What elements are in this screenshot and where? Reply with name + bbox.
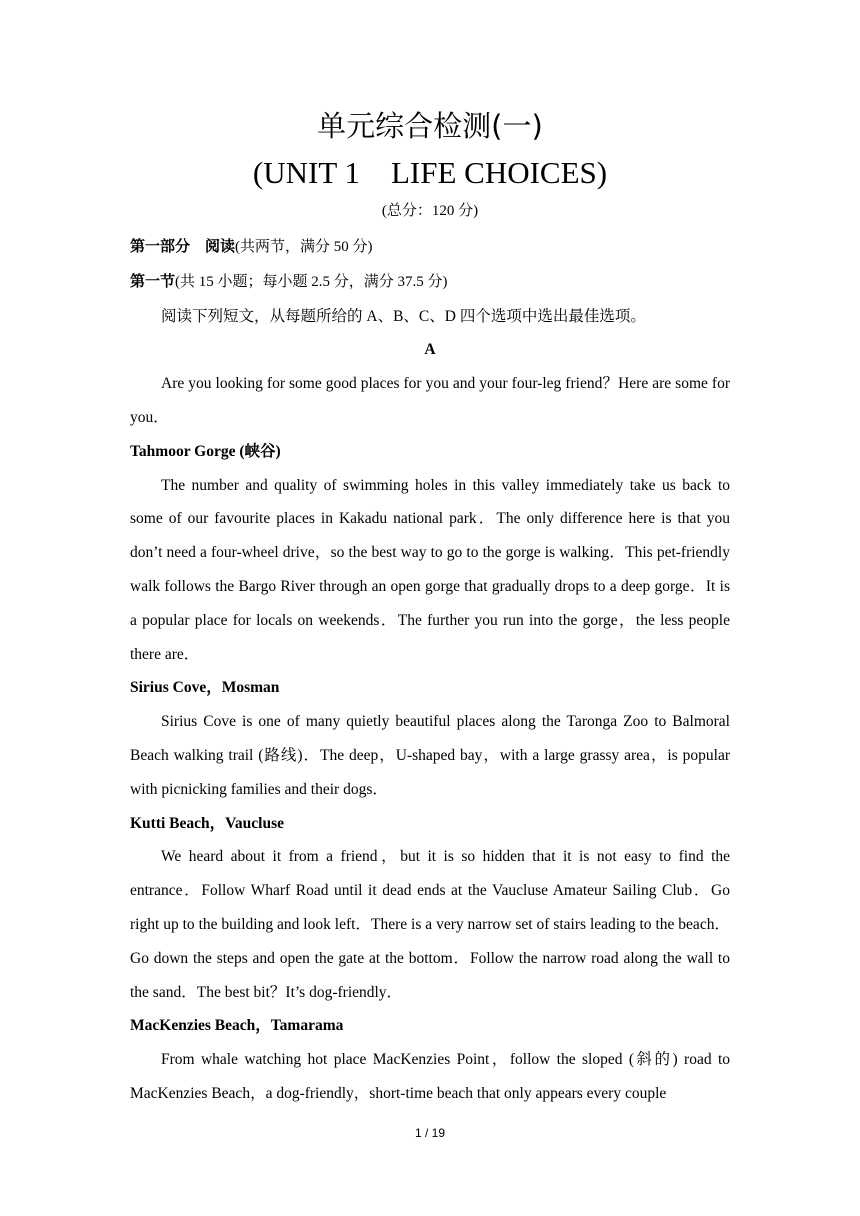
section-heading-detail: (共 15 小题；每小题 2.5 分，满分 37.5 分)	[175, 273, 448, 290]
page-number: 1 / 19	[414, 1126, 446, 1140]
part-heading	[130, 230, 730, 265]
page-subtitle: (UNIT 1 LIFE CHOICES)	[252, 155, 608, 190]
total-score: (总分：120 分)	[381, 203, 479, 219]
document-body	[130, 230, 730, 1111]
place-heading: Sirius Cove，Mosman	[130, 679, 280, 697]
passage-letter: A	[424, 341, 436, 359]
place-heading: MacKenzies Beach，Tamarama	[130, 1017, 344, 1035]
section-heading	[130, 265, 730, 300]
place-heading: Kutti Beach，Vaucluse	[130, 814, 285, 832]
place-description: Sirius Cove is one of many quietly beautiful places along the Taronga Zoo to Balmoral Beach walking trail (路线)．The deep，U-shaped bay，with a large grassy area，is popular with picnicking families and their dogs．	[130, 713, 730, 798]
instruction-text: 阅读下列短文，从每题所给的 A、B、C、D 四个选项中选出最佳选项。	[161, 307, 646, 325]
part-heading-label: 第一部分 阅读	[130, 237, 236, 255]
part-heading-detail: (共两节，满分 50 分)	[235, 239, 373, 255]
place-description: We heard about it from a friend，but it is so hidden that it is not easy to find the entrance．Follow Wharf Road until it dead ends at the Vaucluse Amateur Sailing Club．Go right up to the building and look left．There is a very narrow set of stairs leading to the beach．Go down the steps and open the gate at the bottom．Follow the narrow road along the wall to the sand．The best bit？It’s dog-friendly．	[130, 848, 730, 1001]
page-title: 单元综合检测(一)	[317, 109, 543, 143]
place-heading: Tahmoor Gorge (峡谷)	[130, 442, 281, 460]
passage-intro: Are you looking for some good places for you and your four-leg friend？Here are some for you．	[130, 375, 730, 426]
section-heading-label: 第一节	[130, 271, 176, 290]
place-description: The number and quality of swimming holes in this valley immediately take us back to some of our favourite places in Kakadu national park．The only difference here is that you don’t need a four-wheel drive，so the best way to go to the gorge is walking．This pet-friendly walk follows the Bargo River through an open gorge that gradually drops to a deep gorge．It is a popular place for locals on weekends．The further you run into the gorge，the less people there are．	[130, 476, 730, 663]
place-description: From whale watching hot place MacKenzies Point，follow the sloped (斜的) road to MacKenzies Beach，a dog-friendly，short-time beach that only appears every couple	[130, 1051, 730, 1102]
